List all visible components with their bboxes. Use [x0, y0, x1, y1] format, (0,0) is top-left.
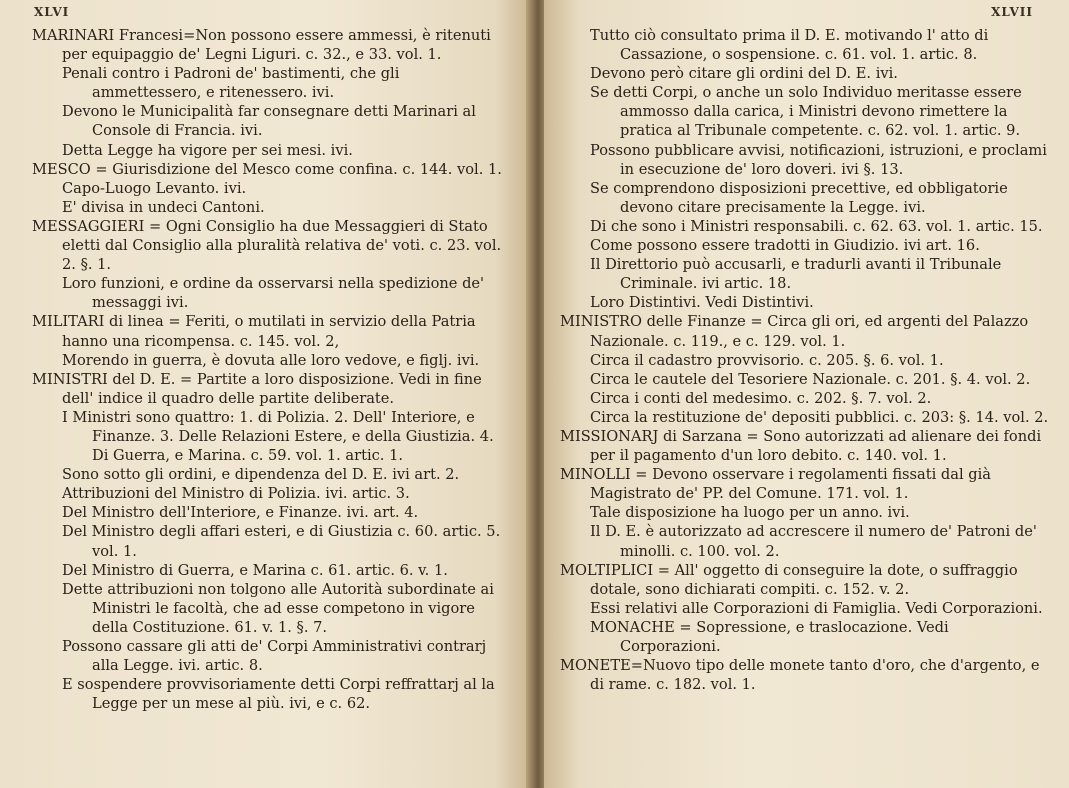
index-subentry: Del Ministro degli affari esteri, e di Giustizia c. 60. artic. 5. vol. 1.	[62, 523, 501, 560]
index-subentry: E' divisa in undeci Cantoni.	[62, 198, 265, 216]
index-entry: MESSAGGIERI = Ogni Consiglio ha due Messaggieri di Stato eletti dal Consiglio alla pluralità relativa de' voti. c. 23. vol. 2. §. 1.	[32, 217, 502, 274]
index-subentry: Come possono essere tradotti in Giudizio. ivi art. 16.	[590, 237, 980, 255]
index-subentry: Di che sono i Ministri responsabili. c. 62. 63. vol. 1. artic. 15.	[590, 217, 1043, 235]
index-entry: MILITARI di linea = Feriti, o mutilati in servizio della Patria hanno una ricompensa. c. 145. vol. 2,	[32, 313, 476, 350]
index-subentry: Devono però citare gli ordini del D. E. ivi.	[590, 65, 898, 83]
index-subentry: Loro funzioni, e ordine da osservarsi nella spedizione de' messaggi ivi.	[62, 275, 485, 312]
index-subentry: Se comprendono disposizioni precettive, ed obbligatorie devono citare precisamente la Legge. ivi.	[590, 179, 1008, 216]
index-subentry: Sono sotto gli ordini, e dipendenza del D. E. ivi art. 2.	[62, 466, 460, 484]
index-subentry: Devono le Municipalità far consegnare detti Marinari al Console di Francia. ivi.	[62, 103, 476, 140]
index-entry: MINOLLI = Devono osservare i regolamenti fissati dal già Magistrato de' PP. del Comune. 171. vol. 1.	[560, 466, 991, 503]
index-subentry: Tutto ciò consultato prima il D. E. motivando l' atto di Cassazione, o sospensione. c. 61. vol. 1. artic. 8.	[590, 27, 989, 64]
index-subentry: Detta Legge ha vigore per sei mesi. ivi.	[62, 141, 353, 159]
index-subentry: Se detti Corpi, o anche un solo Individuo meritasse essere ammosso dalla carica, i Ministri devono rimettere la pratica al Tribunale competente. c. 62. vol. 1. artic. 9.	[590, 84, 1022, 140]
index-entry: MESCO = Giurisdizione del Mesco come confina. c. 144. vol. 1.	[32, 160, 502, 178]
index-entry: MARINARI Francesi=Non possono essere ammessi, è ritenuti per equipaggio de' Legni Liguri. c. 32., e 33. vol. 1.	[32, 27, 491, 64]
index-entry: MINISTRI del D. E. = Partite a loro disposizione. Vedi in fine dell' indice il quadro delle partite deliberate.	[32, 370, 482, 407]
index-entries	[560, 26, 1049, 694]
index-subentry: MONACHE = Sopressione, e traslocazione. Vedi Corporazioni.	[590, 618, 949, 655]
index-subentry: Loro Distintivi. Vedi Distintivi.	[590, 294, 814, 312]
index-subentry: Capo-Luogo Levanto. ivi.	[62, 179, 247, 197]
index-entry: MISSIONARJ di Sarzana = Sono autorizzati ad alienare dei fondi per il pagamento d'un loro debito. c. 140. vol. 1.	[560, 427, 1042, 465]
index-entry: MOLTIPLICI = All' oggetto di conseguire la dote, o suffraggio dotale, sono dichiarati compiti. c. 152. v. 2.	[560, 561, 1018, 598]
index-subentry: Circa la restituzione de' depositi pubblici. c. 203: §. 14. vol. 2.	[590, 408, 1049, 426]
right-page	[544, 0, 1069, 788]
index-subentry: I Ministri sono quattro: 1. di Polizia. 2. Dell' Interiore, e Finanze. 3. Delle Relazioni Estere, e della Giustizia. 4. Di Guerra, e Marina. c. 59. vol. 1. artic. 1.	[62, 408, 494, 465]
index-subentry: Attribuzioni del Ministro di Polizia. ivi. artic. 3.	[62, 485, 410, 503]
index-subentry: Tale disposizione ha luogo per un anno. ivi.	[590, 504, 910, 522]
index-subentry: Possono cassare gli atti de' Corpi Amministrativi contrarj alla Legge. ivi. artic. 8.	[62, 638, 487, 675]
index-subentry: Del Ministro di Guerra, e Marina c. 61. artic. 6. v. 1.	[62, 561, 448, 579]
index-subentry: E sospendere provvisoriamente detti Corpi reffrattarj al la Legge per un mese al più. ivi, e c. 62.	[62, 676, 495, 713]
index-subentry: Dette attribuzioni non tolgono alle Autorità subordinate ai Ministri le facoltà, che ad esse competono in vigore della Costituzione. 61. v. 1. §. 7.	[62, 580, 494, 636]
index-entry: MONETE=Nuovo tipo delle monete tanto d'oro, che d'argento, e di rame. c. 182. vol. 1.	[560, 657, 1040, 694]
index-subentry: Possono pubblicare avvisi, notificazioni, istruzioni, e proclami in esecuzione de' loro doveri. ivi §. 13.	[590, 141, 1047, 178]
index-subentry: Il D. E. è autorizzato ad accrescere il numero de' Patroni de' minolli. c. 100. vol. 2.	[590, 523, 1037, 560]
left-page	[0, 0, 532, 788]
index-subentry: Il Direttorio può accusarli, e tradurli avanti il Tribunale Criminale. ivi artic. 18.	[590, 256, 1002, 293]
page-number: XLVI	[34, 5, 70, 19]
index-subentry: Circa i conti del medesimo. c. 202. §. 7. vol. 2.	[590, 389, 932, 407]
index-subentry: Penali contro i Padroni de' bastimenti, che gli ammettessero, e ritenessero. ivi.	[62, 65, 400, 102]
index-subentry: Morendo in guerra, è dovuta alle loro vedove, e figlj. ivi.	[62, 351, 480, 369]
index-entries	[32, 26, 506, 713]
index-subentry: Essi relativi alle Corporazioni di Famiglia. Vedi Corporazioni.	[590, 599, 1043, 617]
index-subentry: Circa il cadastro provvisorio. c. 205. §. 6. vol. 1.	[590, 351, 944, 369]
page-number: XLVII	[991, 5, 1033, 19]
index-entry: MINISTRO delle Finanze = Circa gli ori, ed argenti del Palazzo Nazionale. c. 119., e c. 129. vol. 1.	[560, 313, 1029, 350]
index-subentry: Circa le cautele del Tesoriere Nazionale. c. 201. §. 4. vol. 2.	[590, 370, 1031, 388]
index-subentry: Del Ministro dell'Interiore, e Finanze. ivi. art. 4.	[62, 504, 419, 522]
